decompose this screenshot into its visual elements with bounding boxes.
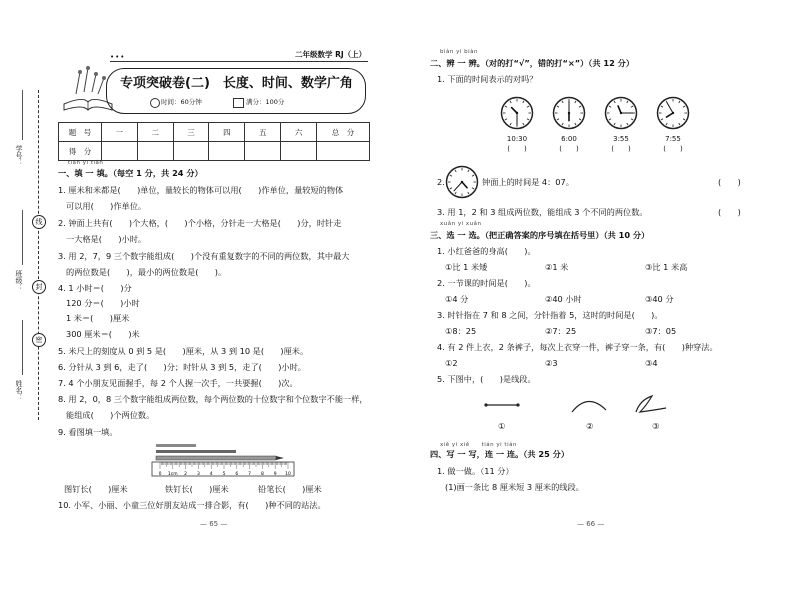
c5-label3[interactable]: ③	[652, 421, 660, 431]
score-table-cell: 四	[209, 123, 245, 142]
section3-title: 三、选 一 选。（把正确答案的序号填在括号里）（共 10 分）	[430, 230, 650, 240]
shirt-icon	[233, 98, 244, 108]
score-input-cell[interactable]	[102, 142, 138, 161]
c2-opt3[interactable]: ③40 分	[645, 294, 674, 304]
clock-row	[500, 96, 700, 154]
seal-secret-mark: 密	[32, 333, 46, 347]
score-input-cell[interactable]	[209, 142, 245, 161]
binding-margin	[0, 0, 50, 589]
right-page-number: — 66 —	[577, 520, 605, 528]
c3: 3. 时针指在 7 和 8 之间，分针指着 5，这时的时间是( )。	[437, 310, 663, 320]
section2-pinyin: biàn yi biàn	[440, 49, 479, 55]
r-q2-paren[interactable]: ( )	[718, 177, 741, 187]
nail-objects	[156, 444, 284, 460]
clock-answer-paren[interactable]: ( )	[611, 145, 631, 153]
section1-title: 一、填 一 填。（每空 1 分，共 24 分）	[58, 168, 203, 178]
clock-time-label: 3:55	[613, 135, 629, 143]
section1-pinyin: tián yi tián	[68, 160, 104, 166]
ruler-tick-label: 5	[222, 472, 226, 477]
score-input-cell[interactable]	[173, 142, 209, 161]
clock-item	[656, 96, 690, 154]
clock-answer-paren[interactable]: ( )	[663, 145, 683, 153]
c5-label1[interactable]: ①	[498, 421, 506, 431]
clock-item	[604, 96, 638, 154]
clock-icon	[552, 96, 586, 130]
ruler-tick-label: 4	[209, 472, 213, 477]
c5: 5. 下图中，( )是线段。	[437, 374, 536, 384]
clock-item	[500, 96, 534, 154]
segment-endpoint	[516, 403, 519, 406]
clock-answer-paren[interactable]: ( )	[559, 145, 579, 153]
score-input-cell[interactable]	[281, 142, 317, 161]
title-banner	[58, 64, 368, 118]
q1-line2: 可以用( )作单位。	[66, 201, 147, 211]
c4: 4. 有 2 件上衣，2 条裤子，每次上衣穿一件，裤子穿一条，有( )种穿法。	[437, 342, 718, 352]
c4-opt3[interactable]: ③4	[645, 358, 658, 368]
c3-opt1[interactable]: ①8：25	[445, 326, 477, 336]
c4-opt1[interactable]: ①2	[445, 358, 458, 368]
section4-title: 四、写 一 写，连 一 连。（共 25 分）	[430, 449, 570, 459]
c2-opt1[interactable]: ①4 分	[445, 294, 469, 304]
student-no-label: 学号：	[15, 145, 23, 166]
segment-endpoint	[484, 403, 487, 406]
header-rule	[110, 61, 368, 62]
clock-icon	[500, 96, 534, 130]
c4-opt2[interactable]: ②3	[545, 358, 558, 368]
seal-line-mark: 线	[32, 215, 46, 229]
score-table-cell: 三	[173, 123, 209, 142]
score-table-cell: 二	[137, 123, 173, 142]
q9: 9. 看图填一填。	[58, 427, 118, 437]
q2-line2: 一大格是( )小时。	[66, 234, 147, 244]
q4-line4: 300 厘米＝( )米	[66, 329, 140, 339]
section4-pinyin: xiě yi xiě tián yi tián	[440, 442, 517, 448]
ruler-tick-label: 2	[184, 472, 188, 477]
ruler-tick-label: 7	[248, 472, 252, 477]
clock-icon	[604, 96, 638, 130]
name-label: 姓名：	[15, 380, 23, 401]
class-label: 班级：	[15, 270, 23, 291]
q3-line1: 3. 用 2，7，9 三个数字能组成( )个没有重复数字的不同的两位数，其中最大	[58, 251, 350, 261]
ruler-tick-label: 3	[196, 472, 200, 477]
clock-center	[620, 112, 622, 114]
q9-nail: 铁钉长( )厘米	[165, 484, 229, 494]
score-table-header-row	[59, 123, 370, 142]
q2-line1: 2. 钟面上共有( )个大格，( )个小格，分针走一大格是( )分，时针走	[58, 218, 342, 228]
r-q2-text: 钟面上的时间是 4：07。	[482, 177, 574, 187]
name-line	[22, 320, 23, 375]
score-table-cell: 总 分	[317, 123, 370, 142]
q4-line1: 4. 1 小时＝( )分	[58, 283, 132, 293]
clock-icon	[656, 96, 690, 130]
c1-opt2[interactable]: ②1 米	[545, 262, 569, 272]
score-input-cell[interactable]	[317, 142, 370, 161]
clock-center	[461, 181, 463, 183]
r-q1: 1. 下面的时间表示的对吗？	[437, 74, 538, 84]
ruler-tick-label: 9	[273, 472, 277, 477]
clock-time-label: 10:30	[506, 135, 528, 143]
ruler-tick-label: 1cm	[167, 472, 178, 477]
clock-q2-icon	[445, 165, 479, 203]
curve-figure	[636, 396, 666, 412]
time-limit: 时间：60分钟	[161, 98, 202, 106]
clock-center	[672, 112, 674, 114]
score-table-score-row	[59, 142, 370, 161]
r-q3-paren[interactable]: ( )	[718, 207, 741, 217]
c2-opt2[interactable]: ②40 小时	[545, 294, 582, 304]
clock-answer-paren[interactable]: ( )	[507, 145, 527, 153]
segment-figures	[470, 390, 690, 420]
q5: 5. 米尺上的刻度从 0 到 5 是( )厘米，从 3 到 10 是( )厘米。	[58, 346, 309, 356]
score-input-cell[interactable]	[245, 142, 281, 161]
c1-opt3[interactable]: ③比 1 米高	[645, 262, 688, 272]
q7: 7. 4 个小朋友见面握手，每 2 个人握一次手，一共要握( )次。	[58, 378, 298, 388]
score-table-cell: 六	[281, 123, 317, 142]
score-table	[58, 122, 370, 161]
ruler-tick-label: 6	[235, 472, 239, 477]
page-title: 专项突破卷(二) 长度、时间、数学广角	[120, 76, 353, 91]
ruler-tick-label: 8	[260, 472, 264, 477]
seal-dashed-line	[38, 90, 39, 420]
q8-line2: 能组成( )个两位数。	[66, 410, 155, 420]
r-q3: 3. 用 1，2 和 3 组成两位数，能组成 3 个不同的两位数。	[437, 207, 648, 217]
class-line	[22, 210, 23, 265]
q6: 6. 分针从 3 到 6，走了( )分；时针从 3 到 5，走了( )小时。	[58, 362, 306, 372]
student-no-line	[22, 90, 23, 140]
clock-time-label: 7:55	[665, 135, 681, 143]
c5-label2[interactable]: ②	[586, 421, 594, 431]
score-table-cell: 五	[245, 123, 281, 142]
q9-pencil: 铅笔长( )厘米	[258, 484, 322, 494]
c2: 2. 一节课的时间是( )。	[437, 278, 536, 288]
c1-opt1[interactable]: ①比 1 米矮	[445, 262, 488, 272]
clock-small-icon	[150, 98, 160, 108]
q9-tack: 图钉长( )厘米	[64, 484, 128, 494]
score-input-cell[interactable]	[137, 142, 173, 161]
left-page-number: — 65 —	[200, 520, 228, 528]
section2-title: 二、辨 一 辨。（对的打“√”，错的打“×”）（共 12 分）	[430, 58, 635, 68]
header-dots: •••	[110, 53, 126, 61]
clock-center	[516, 112, 518, 114]
q3-line2: 的两位数是( )，最小的两位数是( )。	[66, 267, 227, 277]
d1a: (1)画一条比 8 厘米短 3 厘米的线段。	[445, 482, 584, 492]
c3-opt2[interactable]: ②7：25	[545, 326, 577, 336]
score-table-cell: 题 号	[59, 123, 102, 142]
q4-line2: 120 分＝( )小时	[66, 298, 140, 308]
q10: 10. 小军、小丽、小童三位好朋友站成一排合影，有( )种不同的站法。	[58, 500, 326, 510]
q8-line1: 8. 用 2，0，8 三个数字能组成两位数，每个两位数的十位数字和个位数字不能一样，	[58, 394, 368, 404]
clock-time-label: 6:00	[561, 135, 577, 143]
ruler-tick-label: 0	[158, 472, 162, 477]
q1-line1: 1. 厘米和米都是( )单位，量较长的物体可以用( )作单位，量较短的物体	[58, 185, 344, 195]
score-table-cell: 一	[102, 123, 138, 142]
section3-pinyin: xuǎn yi xuǎn	[440, 221, 482, 227]
c1: 1. 小红爸爸的身高( )。	[437, 246, 536, 256]
clock-item	[552, 96, 586, 154]
seal-seal-mark: 封	[32, 280, 46, 294]
full-score: 满分：100分	[246, 98, 285, 106]
ruler-figure	[150, 438, 300, 480]
q4-line3: 1 米＝( )厘米	[66, 313, 130, 323]
header-subject: 二年级数学 RJ（上）	[295, 50, 367, 59]
arc-figure	[572, 401, 606, 412]
ruler-tick-label: 10	[285, 472, 291, 477]
clock-center	[568, 112, 570, 114]
d1: 1. 做一做。（11 分）	[437, 466, 514, 476]
c3-opt3[interactable]: ③7：05	[645, 326, 677, 336]
score-table-cell: 得 分	[59, 142, 102, 161]
r-q2-number: 2.	[437, 177, 445, 187]
